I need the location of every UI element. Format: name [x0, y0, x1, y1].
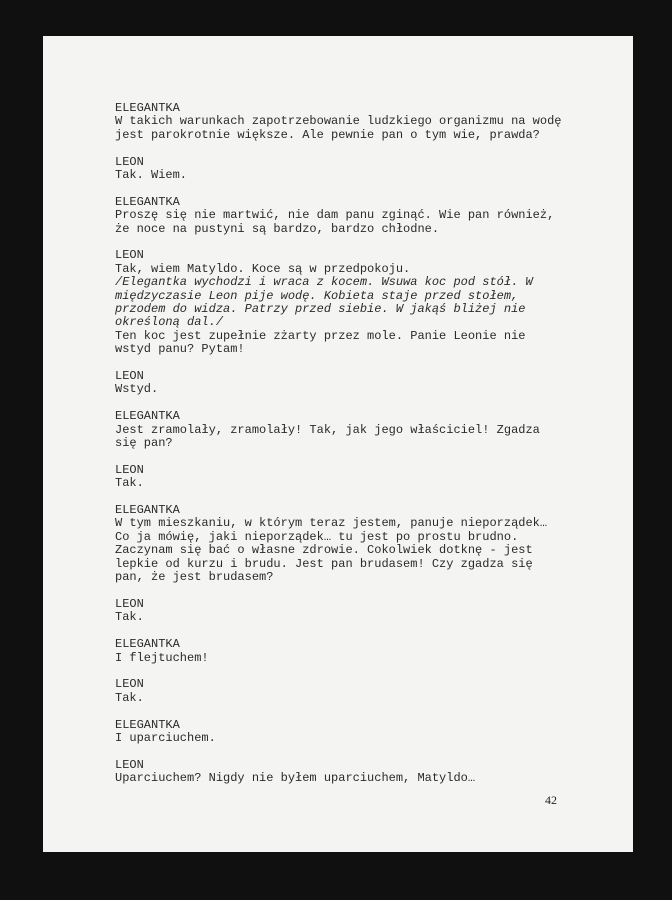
dialogue-block — [115, 370, 595, 397]
dialogue-line: Tak. — [115, 690, 144, 705]
dialogue-line: Co ja mówię, jaki nieporządek… tu jest po prostu brudno. — [115, 529, 519, 544]
stage-direction-line: międzyczasie Leon pije wodę. Kobieta staje przed stołem, — [115, 288, 519, 303]
dialogue-block — [115, 678, 595, 705]
speaker-name: LEON — [115, 596, 144, 611]
dialogue-line: Tak. Wiem. — [115, 168, 188, 183]
dialogue-block — [115, 156, 595, 183]
dialogue-line: lepkie od kurzu i brudu. Jest pan brudasem! Czy zgadza się — [115, 556, 533, 571]
dialogue-block — [115, 196, 595, 236]
stage-direction-line: przodem do widza. Patrzy przed siebie. W jakąś bliżej nie — [115, 302, 526, 317]
speaker-name: ELEGANTKA — [115, 194, 180, 209]
speaker-name: LEON — [115, 462, 144, 477]
dialogue-line: I flejtuchem! — [115, 650, 209, 665]
dialogue-text — [115, 102, 595, 799]
dialogue-line: się pan? — [115, 436, 173, 451]
dialogue-block — [115, 249, 595, 356]
dialogue-line: W tym mieszkaniu, w którym teraz jestem, panuje nieporządek… — [115, 516, 548, 531]
speaker-name: ELEGANTKA — [115, 101, 180, 115]
dialogue-line: Jest zramolały, zramolały! Tak, jak jego właściciel! Zgadza — [115, 422, 540, 437]
dialogue-line: Tak, wiem Matyldo. Koce są w przedpokoju. — [115, 261, 411, 276]
stage-direction-line: /Elegantka wychodzi i wraca z kocem. Wsuwa koc pod stół. W — [115, 275, 533, 290]
dialogue-line: I uparciuchem. — [115, 730, 216, 745]
dialogue-block — [115, 638, 595, 665]
dialogue-block — [115, 759, 595, 786]
dialogue-block — [115, 598, 595, 625]
speaker-name: ELEGANTKA — [115, 717, 180, 732]
dialogue-line: Tak. — [115, 476, 144, 491]
speaker-name: LEON — [115, 248, 144, 263]
speaker-name: LEON — [115, 154, 144, 169]
dialogue-block — [115, 410, 595, 450]
speaker-name: LEON — [115, 757, 144, 772]
dialogue-line: W takich warunkach zapotrzebowanie ludzkiego organizmu na wodę — [115, 114, 562, 129]
script-page — [43, 36, 633, 852]
dialogue-line: Wstyd. — [115, 382, 159, 397]
dialogue-line: Tak. — [115, 610, 144, 625]
dialogue-line: że noce na pustyni są bardzo, bardzo chłodne. — [115, 221, 440, 236]
dialogue-block — [115, 504, 595, 584]
speaker-name: ELEGANTKA — [115, 409, 180, 424]
dialogue-line: Uparciuchem? Nigdy nie byłem uparciuchem, Matyldo… — [115, 771, 476, 786]
dialogue-block — [115, 719, 595, 746]
speaker-name: LEON — [115, 369, 144, 384]
dialogue-line: wstyd panu? Pytam! — [115, 342, 245, 357]
dialogue-line: Ten koc jest zupełnie zżarty przez mole. Panie Leonie nie — [115, 328, 526, 343]
speaker-name: ELEGANTKA — [115, 637, 180, 652]
speaker-name: ELEGANTKA — [115, 503, 180, 518]
speaker-name: LEON — [115, 677, 144, 692]
dialogue-block — [115, 464, 595, 491]
stage-direction-line: określoną dal./ — [115, 315, 224, 330]
page-number: 42 — [545, 793, 557, 807]
dialogue-line: Proszę się nie martwić, nie dam panu zginąć. Wie pan również, — [115, 208, 555, 223]
dialogue-block — [115, 102, 595, 142]
dialogue-line: pan, że jest brudasem? — [115, 570, 274, 585]
dialogue-line: jest parokrotnie większe. Ale pewnie pan o tym wie, prawda? — [115, 127, 540, 142]
dialogue-line: Zaczynam się bać o własne zdrowie. Cokolwiek dotknę - jest — [115, 543, 533, 558]
